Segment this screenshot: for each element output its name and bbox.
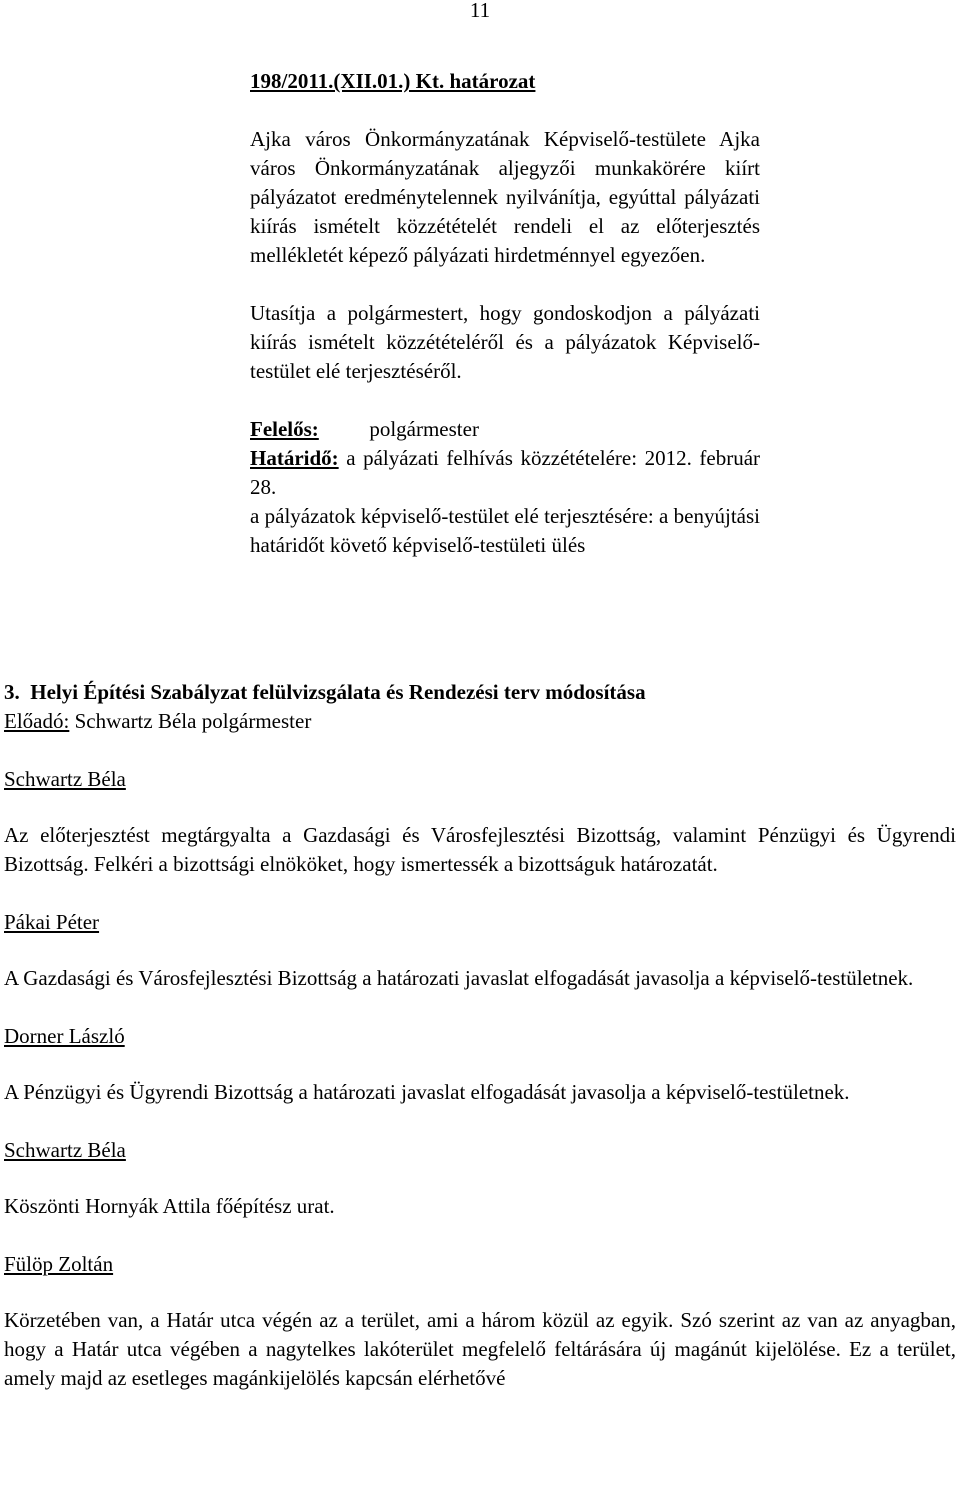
speaker-name: Fülöp Zoltán <box>4 1252 114 1276</box>
resolution-paragraph-1: Ajka város Önkormányzatának Képviselő-testülete Ajka város Önkormányzatának aljegyzői munkakörére kiírt pályázatot eredménytelennek nyilvánítja, egyúttal pályázati kiírás ismételt közzétételét rendeli el az előterjesztés mellékletét képező pályázati hirdetménnyel egyezően. <box>250 127 760 267</box>
speaker-name: Dorner László <box>4 1024 125 1048</box>
presenter-label: Előadó: <box>4 709 70 733</box>
resolution-paragraph-2: Utasítja a polgármestert, hogy gondoskodjon a pályázati kiírás ismételt közzétételéről és a pályázatok Képviselő-testület elé terjesztéséről. <box>250 301 760 383</box>
deadline-line <box>250 444 760 502</box>
deadline-label: Határidő: <box>250 446 339 470</box>
agenda-item-number: 3. <box>4 680 20 704</box>
responsible-label: Felelős: <box>250 417 319 441</box>
speaker-text: Körzetében van, a Határ utca végén az a terület, ami a három közül az egyik. Szó szerint az van az anyagban, hogy a Határ utca végében a nagytelkes lakóterület megfelelő feltárására új magánút kijelölése. Ez a terület, amely majd az esetleges magánkijelölés kapcsán elérhetővé <box>4 1308 956 1390</box>
speaker-name: Schwartz Béla <box>4 767 126 791</box>
presenter-line <box>4 707 956 736</box>
speaker-text: A Gazdasági és Városfejlesztési Bizottság a határozati javaslat elfogadását javasolja a képviselő-testületnek. <box>4 966 914 990</box>
speaker-text: Az előterjesztést megtárgyalta a Gazdasági és Városfejlesztési Bizottság, valamint Pénzügyi és Ügyrendi Bizottság. Felkéri a bizottsági elnököket, hogy ismertessék a bizottságuk határozatát. <box>4 823 956 876</box>
agenda-item-heading <box>4 678 956 707</box>
agenda-item-title: Helyi Építési Szabályzat felülvizsgálata és Rendezési terv módosítása <box>30 680 646 704</box>
speaker-text: A Pénzügyi és Ügyrendi Bizottság a határozati javaslat elfogadását javasolja a képviselő-testületnek. <box>4 1080 850 1104</box>
presenter-value: Schwartz Béla polgármester <box>74 709 312 733</box>
responsible-line <box>250 415 760 444</box>
deadline-value-2: a pályázatok képviselő-testület elé terjesztésére: a benyújtási határidőt követő képviselő-testületi ülés <box>250 504 760 557</box>
minutes-body <box>4 678 956 1393</box>
speaker-text: Köszönti Hornyák Attila főépítész urat. <box>4 1194 335 1218</box>
page-number: 11 <box>469 0 491 22</box>
speaker-name: Pákai Péter <box>4 910 100 934</box>
speaker-name: Schwartz Béla <box>4 1138 126 1162</box>
resolution-block <box>250 67 760 560</box>
deadline-value-1: a pályázati felhívás közzétételére: 2012. február 28. <box>250 446 761 499</box>
resolution-number: 198/2011.(XII.01.) Kt. határozat <box>250 69 536 93</box>
responsible-value: polgármester <box>369 417 479 441</box>
